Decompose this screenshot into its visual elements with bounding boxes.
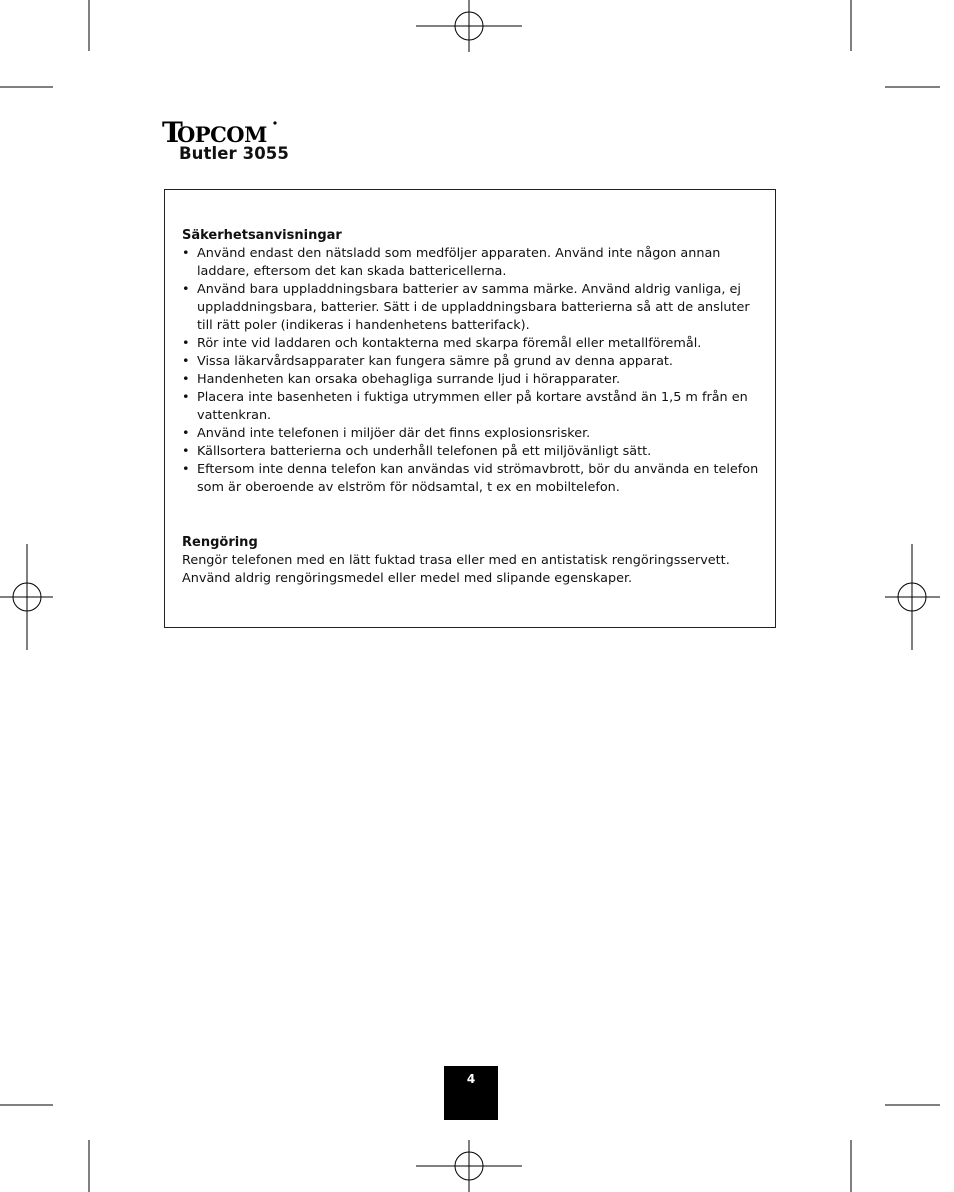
- safety-list: [182, 245, 762, 497]
- registration-mark-top: [416, 0, 522, 52]
- svg-text:T: T: [162, 116, 183, 147]
- content-box: [164, 189, 776, 628]
- list-item: • Använd bara uppladdningsbara batterier av samma märke. Använd aldrig vanliga, ej uppladdningsbara, batterier. Sätt i de uppladdningsbara batterierna så att de ansluter till rätt poler (indikeras i handenhetens batterifack).: [182, 281, 762, 335]
- svg-text:OPCOM: OPCOM: [177, 122, 267, 147]
- list-item: • Källsortera batterierna och underhåll telefonen på ett miljövänligt sätt.: [182, 443, 762, 461]
- page-number: 4: [444, 1066, 498, 1120]
- registration-mark-bottom: [416, 1140, 522, 1192]
- safety-section: [182, 227, 762, 497]
- list-item: • Vissa läkarvårdsapparater kan fungera sämre på grund av denna apparat.: [182, 353, 762, 371]
- cleaning-section: [182, 534, 762, 588]
- list-item: • Eftersom inte denna telefon kan användas vid strömavbrott, bör du använda en telefon som är oberoende av elström för nödsamtal, t ex en mobiltelefon.: [182, 461, 762, 497]
- registration-mark-right: [885, 544, 940, 650]
- registration-mark-left: [0, 544, 53, 650]
- model-name: Butler 3055: [179, 144, 289, 163]
- cleaning-heading: Rengöring: [182, 535, 258, 550]
- list-item: • Använd inte telefonen i miljöer där det finns explosionsrisker.: [182, 425, 762, 443]
- cleaning-text: Rengör telefonen med en lätt fuktad trasa eller med en antistatisk rengöringsservett. Använd aldrig rengöringsmedel eller medel med slipande egenskaper.: [182, 553, 730, 586]
- list-item: • Använd endast den nätsladd som medföljer apparaten. Använd inte någon annan laddare, eftersom det kan skada battericellerna.: [182, 245, 762, 281]
- list-item: • Handenheten kan orsaka obehagliga surrande ljud i hörapparater.: [182, 371, 762, 389]
- list-item: • Placera inte basenheten i fuktiga utrymmen eller på kortare avstånd än 1,5 m från en vattenkran.: [182, 389, 762, 425]
- list-item: • Rör inte vid laddaren och kontakterna med skarpa föremål eller metallföremål.: [182, 335, 762, 353]
- safety-heading: Säkerhetsanvisningar: [182, 228, 342, 243]
- topcom-logo: [162, 113, 282, 147]
